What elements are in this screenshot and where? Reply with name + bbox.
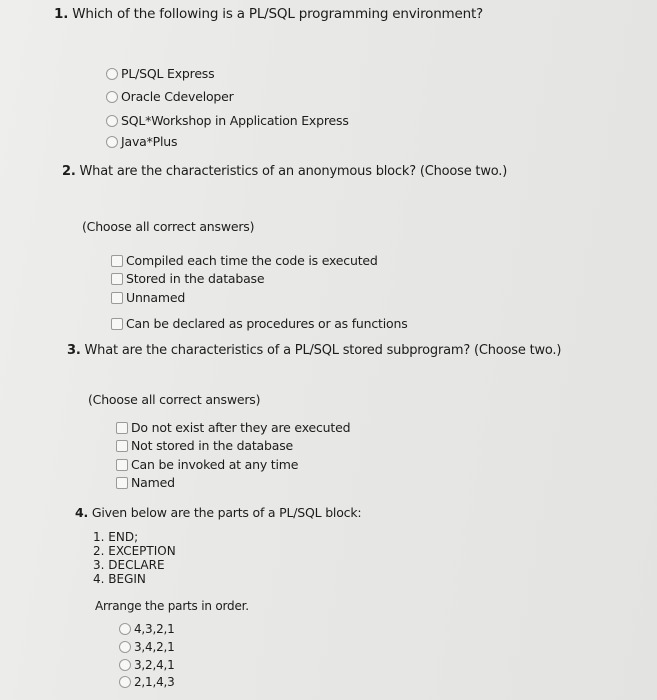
q4-option-1[interactable] [119,622,175,636]
q2-option-3[interactable] [111,290,185,305]
question-1-number: 1. [54,6,69,22]
checkbox-icon[interactable] [111,255,123,267]
question-4 [75,505,361,520]
q1-option-3[interactable] [106,113,349,128]
q1-option-4[interactable] [106,134,177,149]
radio-icon[interactable] [119,623,131,635]
radio-icon[interactable] [106,136,118,148]
radio-icon[interactable] [119,676,131,688]
question-2 [62,164,507,179]
q3-instruction: (Choose all correct answers) [88,392,261,407]
question-3-number: 3. [67,343,81,358]
question-2-text: What are the characteristics of an anonymous block? (Choose two.) [79,164,508,179]
q2-instruction: (Choose all correct answers) [82,219,255,234]
checkbox-icon[interactable] [116,422,128,434]
question-2-number: 2. [62,164,76,179]
q1-option-3-label: SQL*Workshop in Application Express [121,113,349,128]
question-4-text: Given below are the parts of a PL/SQL block: [91,505,362,520]
checkbox-icon[interactable] [111,292,123,304]
q2-option-2[interactable] [111,271,264,286]
radio-icon[interactable] [106,68,118,80]
q4-part-4: 4. BEGIN [93,572,146,586]
question-1-text: Which of the following is a PL/SQL programming environment? [72,6,484,22]
q4-instruction: Arrange the parts in order. [95,599,249,613]
checkbox-icon[interactable] [111,273,123,285]
q4-option-2-label: 3,4,2,1 [134,640,175,654]
radio-icon[interactable] [119,659,131,671]
q3-option-4[interactable] [116,475,175,490]
q1-option-2[interactable] [106,89,234,104]
q4-option-4[interactable] [119,675,175,689]
question-3 [67,343,561,358]
q3-option-3[interactable] [116,457,298,472]
q1-option-1[interactable] [106,66,214,81]
q4-option-3[interactable] [119,658,175,672]
checkbox-icon[interactable] [116,440,128,452]
q4-parts-list [93,530,176,586]
q4-part-1: 1. END; [93,530,139,544]
q1-option-2-label: Oracle Cdeveloper [121,89,234,104]
checkbox-icon[interactable] [116,477,128,489]
q3-option-4-label: Named [131,475,175,490]
q4-option-2[interactable] [119,640,175,654]
q3-option-1-label: Do not exist after they are executed [131,420,351,435]
q3-option-3-label: Can be invoked at any time [131,457,299,472]
q1-option-1-label: PL/SQL Express [121,66,215,81]
q3-option-2[interactable] [116,438,293,453]
question-4-number: 4. [75,505,89,520]
q2-option-4[interactable] [111,316,408,331]
checkbox-icon[interactable] [116,459,128,471]
q2-option-3-label: Unnamed [126,290,186,305]
radio-icon[interactable] [119,641,131,653]
q2-option-4-label: Can be declared as procedures or as functions [126,316,408,331]
q3-option-1[interactable] [116,420,350,435]
q2-option-2-label: Stored in the database [126,271,265,286]
question-1 [54,6,483,22]
q2-option-1-label: Compiled each time the code is executed [126,253,378,268]
q4-option-3-label: 3,2,4,1 [134,658,175,672]
q3-option-2-label: Not stored in the database [131,438,294,453]
question-3-text: What are the characteristics of a PL/SQL stored subprogram? (Choose two.) [84,343,562,358]
q2-option-1[interactable] [111,253,378,268]
q4-option-4-label: 2,1,4,3 [134,675,175,689]
radio-icon[interactable] [106,115,118,127]
q4-part-2: 2. EXCEPTION [93,544,176,558]
q4-option-1-label: 4,3,2,1 [134,622,175,636]
q4-part-3: 3. DECLARE [93,558,165,572]
q1-option-4-label: Java*Plus [121,134,178,149]
checkbox-icon[interactable] [111,318,123,330]
radio-icon[interactable] [106,91,118,103]
